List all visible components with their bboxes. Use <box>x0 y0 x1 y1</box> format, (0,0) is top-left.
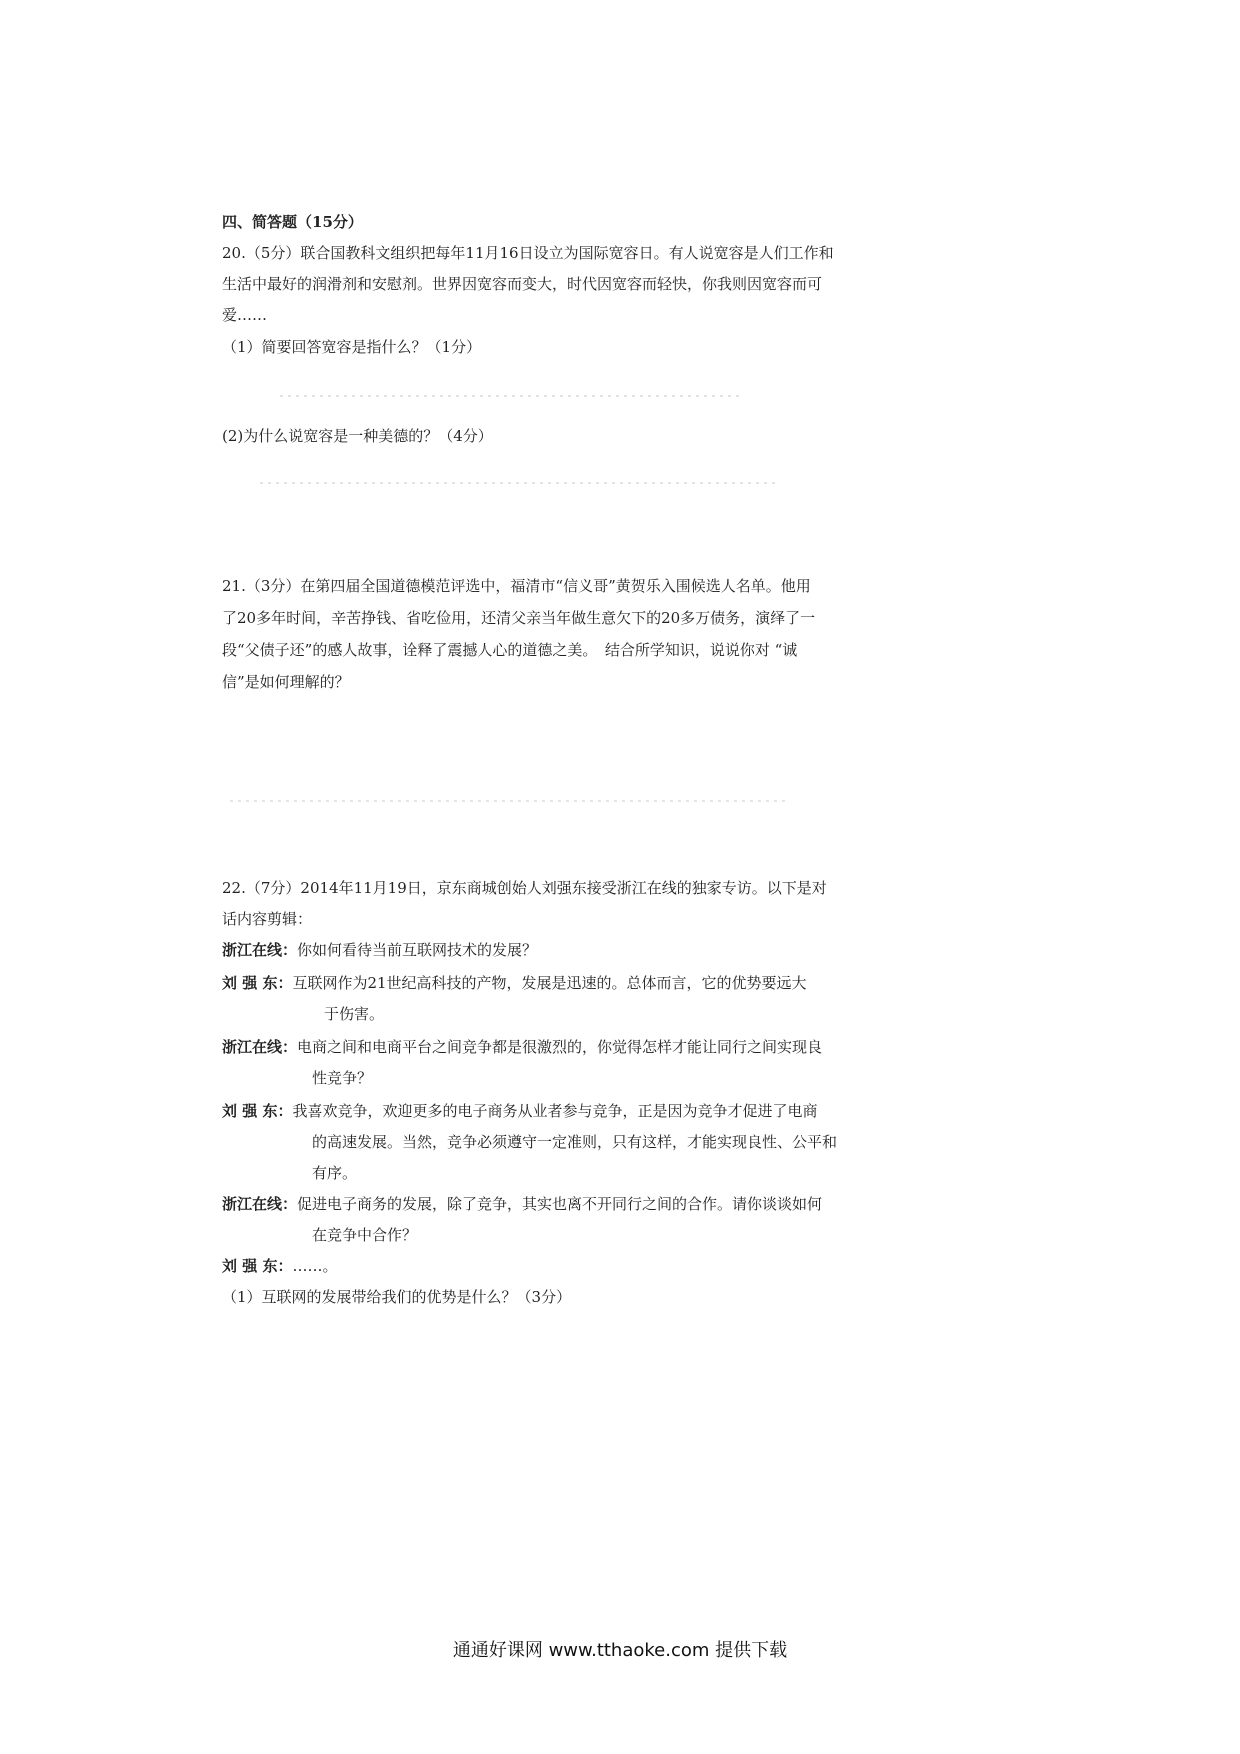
section-title: 四、简答题（15分） <box>222 213 363 231</box>
dialogue-text: 促进电子商务的发展，除了竞争，其实也离不开同行之间的合作。请你谈谈如何 <box>297 1195 823 1213</box>
q21-line-2: 了20多年时间，辛苦挣钱、省吃俭用，还清父亲当年做生意欠下的20多万债务，演绎了一 <box>222 609 816 627</box>
dialogue-speaker <box>222 1256 337 1276</box>
q21-line-1: 21.（3分）在第四届全国道德模范评选中，福清市“信义哥”黄贺乐入围候选人名单。他用 <box>222 577 811 595</box>
dialogue-speaker <box>222 973 807 993</box>
dialogue-text: 于伤害。 <box>324 1005 385 1023</box>
q20-line-2: 生活中最好的润滑剂和安慰剂。世界因宽容而变大，时代因宽容而轻快，你我则因宽容而可 <box>222 275 823 293</box>
dialogue-text: ……。 <box>292 1257 338 1275</box>
speaker-label: 刘 强 东： <box>222 1102 293 1120</box>
dialogue-text: 在竞争中合作？ <box>312 1226 418 1244</box>
q20-sub-1: （1）简要回答宽容是指什么？（1分） <box>222 338 482 356</box>
q22-line-2: 话内容剪辑： <box>222 910 313 928</box>
dialogue-text: 的高速发展。当然，竞争必须遵守一定准则，只有这样，才能实现良性、公平和 <box>312 1133 838 1151</box>
dialogue-text: 有序。 <box>312 1164 358 1182</box>
speaker-label: 刘 强 东： <box>222 974 293 992</box>
speaker-label: 浙江在线： <box>222 1195 298 1213</box>
dialogue-text: 互联网作为21世纪高科技的产物，发展是迅速的。总体而言，它的优势要远大 <box>292 974 807 992</box>
q22-sub-1: （1）互联网的发展带给我们的优势是什么？（3分） <box>222 1288 572 1306</box>
q21-line-4: 信”是如何理解的？ <box>222 673 350 691</box>
speaker-label: 刘 强 东： <box>222 1257 293 1275</box>
speaker-label: 浙江在线： <box>222 1038 298 1056</box>
dialogue-text: 我喜欢竞争，欢迎更多的电子商务从业者参与竞争，正是因为竞争才促进了电商 <box>292 1102 818 1120</box>
scan-noise <box>230 800 790 802</box>
dialogue-text: 性竞争？ <box>312 1069 373 1087</box>
footer-credit: 通通好课网 www.tthaoke.com 提供下载 <box>452 1640 788 1661</box>
q22-line-1: 22.（7分）2014年11月19日，京东商城创始人刘强东接受浙江在线的独家专访。以下是对 <box>222 879 827 897</box>
q20-line-3: 爱…… <box>222 306 268 324</box>
scan-noise <box>280 395 740 397</box>
q20-sub-2: (2)为什么说宽容是一种美德的？（4分） <box>222 427 493 445</box>
dialogue-speaker <box>222 940 537 960</box>
dialogue-speaker <box>222 1037 822 1057</box>
scan-noise <box>260 482 780 484</box>
dialogue-speaker <box>222 1101 817 1121</box>
q21-line-3: 段“父债子还”的感人故事，诠释了震撼人心的道德之美。 结合所学知识，说说你对 “诚 <box>222 641 798 659</box>
dialogue-speaker <box>222 1194 822 1214</box>
dialogue-text: 你如何看待当前互联网技术的发展？ <box>297 941 538 959</box>
q20-line-1: 20.（5分）联合国教科文组织把每年11月16日设立为国际宽容日。有人说宽容是人们工作和 <box>222 244 834 262</box>
speaker-label: 浙江在线： <box>222 941 298 959</box>
dialogue-text: 电商之间和电商平台之间竞争都是很激烈的，你觉得怎样才能让同行之间实现良 <box>297 1038 823 1056</box>
